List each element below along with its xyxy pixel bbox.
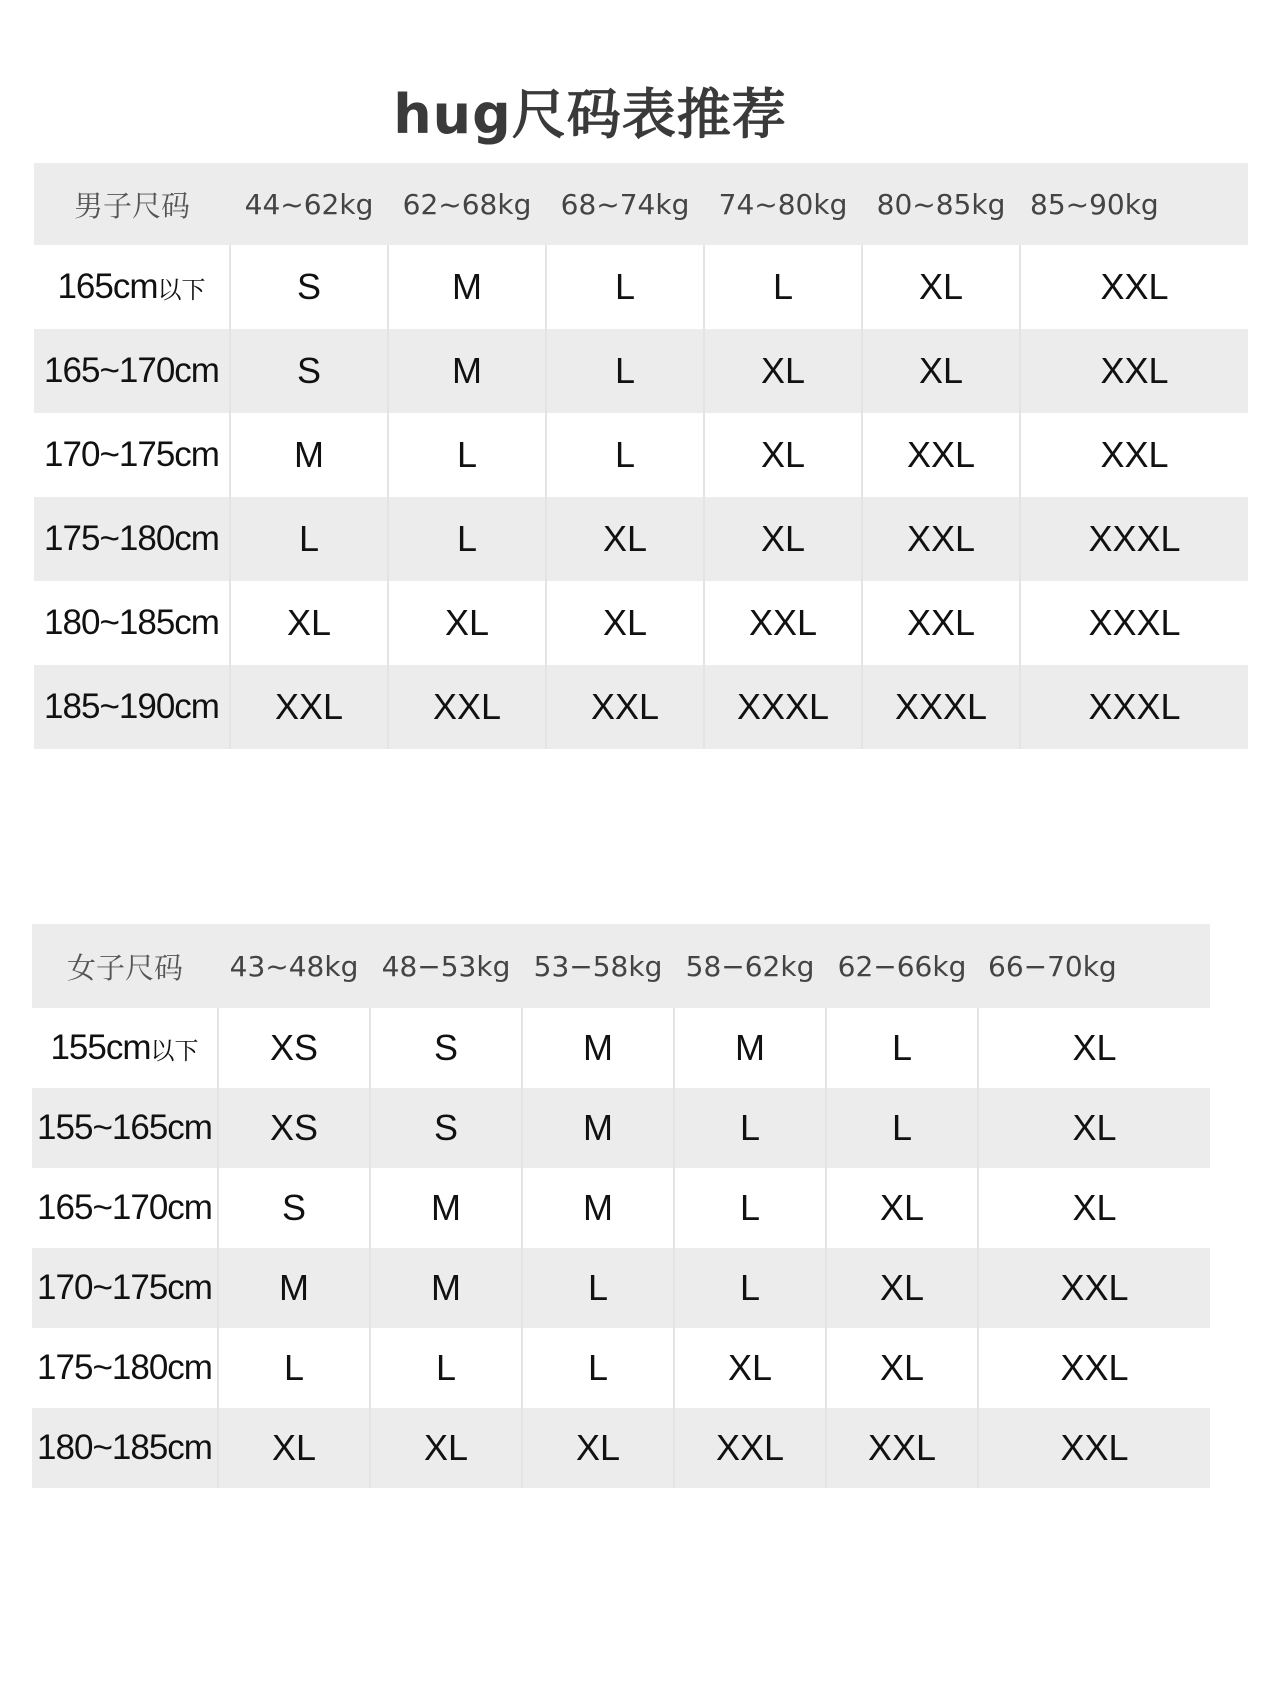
women-size-row [32, 1408, 1210, 1488]
women-size-table [32, 924, 1210, 1488]
women-size-cell: XXL [826, 1408, 978, 1488]
men-weight-header: 74~80kg [704, 163, 862, 245]
height-value: 180~185cm [37, 1428, 212, 1467]
women-size-cell: M [218, 1248, 370, 1328]
men-size-cell: M [230, 413, 388, 497]
women-height-label [32, 1008, 218, 1088]
men-height-label [34, 245, 230, 329]
women-header-label: 女子尺码 [32, 924, 218, 1008]
men-size-row [34, 245, 1248, 329]
women-size-cell: XL [978, 1168, 1210, 1248]
men-size-cell: XXL [704, 581, 862, 665]
women-size-cell: L [522, 1328, 674, 1408]
men-header-row [34, 163, 1248, 245]
women-size-cell: XL [826, 1328, 978, 1408]
men-size-cell: XXL [862, 413, 1020, 497]
men-size-table [34, 163, 1248, 749]
women-size-cell: XL [522, 1408, 674, 1488]
women-size-cell: XL [826, 1248, 978, 1328]
women-weight-header: 58−62kg [674, 924, 826, 1008]
men-size-cell: XXXL [1020, 665, 1248, 749]
women-size-cell: L [826, 1088, 978, 1168]
women-weight-header: 53−58kg [522, 924, 674, 1008]
men-size-cell: L [388, 413, 546, 497]
women-size-cell: S [218, 1168, 370, 1248]
women-size-row [32, 1328, 1210, 1408]
women-size-cell: L [522, 1248, 674, 1328]
women-size-cell: M [522, 1088, 674, 1168]
men-size-cell: XXL [546, 665, 704, 749]
women-height-label [32, 1088, 218, 1168]
men-weight-header: 80~85kg [862, 163, 1020, 245]
men-size-cell: XL [388, 581, 546, 665]
men-size-cell: XL [546, 581, 704, 665]
women-size-cell: M [370, 1248, 522, 1328]
women-weight-header: 43~48kg [218, 924, 370, 1008]
men-size-cell: XXXL [704, 665, 862, 749]
women-size-cell: XL [674, 1328, 826, 1408]
men-size-cell: XXL [1020, 245, 1248, 329]
men-size-cell: XXXL [862, 665, 1020, 749]
men-size-cell: M [388, 245, 546, 329]
men-size-row [34, 413, 1248, 497]
men-height-label [34, 497, 230, 581]
height-value: 155~165cm [37, 1108, 212, 1147]
height-value: 165cm [57, 267, 158, 306]
women-height-label [32, 1408, 218, 1488]
women-size-cell: XL [978, 1008, 1210, 1088]
height-suffix: 以下 [150, 1037, 199, 1065]
women-height-label [32, 1248, 218, 1328]
men-weight-header: 68~74kg [546, 163, 704, 245]
women-size-cell: M [674, 1008, 826, 1088]
men-size-cell: XXL [1020, 413, 1248, 497]
women-size-cell: M [522, 1168, 674, 1248]
page-title: hug尺码表推荐 [393, 83, 787, 146]
men-header-label: 男子尺码 [34, 163, 230, 245]
women-size-cell: L [370, 1328, 522, 1408]
height-suffix: 以下 [157, 276, 206, 304]
height-value: 170~175cm [37, 1268, 212, 1307]
women-size-cell: XS [218, 1088, 370, 1168]
men-size-cell: XXL [230, 665, 388, 749]
women-height-label [32, 1168, 218, 1248]
height-value: 170~175cm [44, 435, 219, 474]
women-size-cell: M [522, 1008, 674, 1088]
women-size-cell: XXL [978, 1328, 1210, 1408]
men-height-label [34, 413, 230, 497]
women-size-row [32, 1008, 1210, 1088]
height-value: 175~180cm [44, 519, 219, 558]
women-size-cell: S [370, 1088, 522, 1168]
women-size-cell: XL [978, 1088, 1210, 1168]
women-size-cell: XL [826, 1168, 978, 1248]
women-size-cell: L [218, 1328, 370, 1408]
women-size-cell: S [370, 1008, 522, 1088]
men-size-cell: L [230, 497, 388, 581]
men-size-cell: S [230, 245, 388, 329]
men-size-cell: XL [546, 497, 704, 581]
men-size-cell: M [388, 329, 546, 413]
women-height-label [32, 1328, 218, 1408]
men-size-row [34, 329, 1248, 413]
men-weight-header: 44~62kg [230, 163, 388, 245]
women-header-row [32, 924, 1210, 1008]
height-value: 175~180cm [37, 1348, 212, 1387]
men-size-cell: XXL [862, 497, 1020, 581]
women-size-cell: XXL [978, 1248, 1210, 1328]
men-weight-header: 85~90kg [1020, 163, 1248, 245]
men-size-cell: XL [230, 581, 388, 665]
men-size-cell: XL [704, 413, 862, 497]
height-value: 155cm [50, 1028, 151, 1067]
men-size-cell: L [704, 245, 862, 329]
men-height-label [34, 581, 230, 665]
men-size-cell: XXXL [1020, 497, 1248, 581]
men-height-label [34, 329, 230, 413]
men-size-cell: L [388, 497, 546, 581]
women-size-cell: M [370, 1168, 522, 1248]
men-size-cell: XXL [862, 581, 1020, 665]
women-weight-header: 48−53kg [370, 924, 522, 1008]
men-size-row [34, 581, 1248, 665]
height-value: 185~190cm [44, 687, 219, 726]
women-size-row [32, 1168, 1210, 1248]
men-height-label [34, 665, 230, 749]
women-size-row [32, 1248, 1210, 1328]
height-value: 165~170cm [37, 1188, 212, 1227]
men-size-cell: L [546, 413, 704, 497]
men-size-cell: L [546, 245, 704, 329]
men-size-cell: XXL [1020, 329, 1248, 413]
women-weight-header: 62−66kg [826, 924, 978, 1008]
men-size-cell: XL [862, 245, 1020, 329]
men-weight-header: 62~68kg [388, 163, 546, 245]
height-value: 165~170cm [44, 351, 219, 390]
women-size-cell: L [826, 1008, 978, 1088]
women-size-cell: XS [218, 1008, 370, 1088]
men-size-cell: XL [704, 497, 862, 581]
men-size-cell: XL [862, 329, 1020, 413]
men-size-cell: L [546, 329, 704, 413]
height-value: 180~185cm [44, 603, 219, 642]
women-size-cell: L [674, 1168, 826, 1248]
women-size-cell: L [674, 1088, 826, 1168]
women-size-cell: XXL [978, 1408, 1210, 1488]
men-size-cell: XXXL [1020, 581, 1248, 665]
women-size-cell: XL [218, 1408, 370, 1488]
men-size-cell: XXL [388, 665, 546, 749]
women-weight-header: 66−70kg [978, 924, 1210, 1008]
men-size-cell: S [230, 329, 388, 413]
women-size-cell: XXL [674, 1408, 826, 1488]
women-size-cell: L [674, 1248, 826, 1328]
women-size-cell: XL [370, 1408, 522, 1488]
men-size-row [34, 497, 1248, 581]
women-size-row [32, 1088, 1210, 1168]
men-size-row [34, 665, 1248, 749]
men-size-cell: XL [704, 329, 862, 413]
